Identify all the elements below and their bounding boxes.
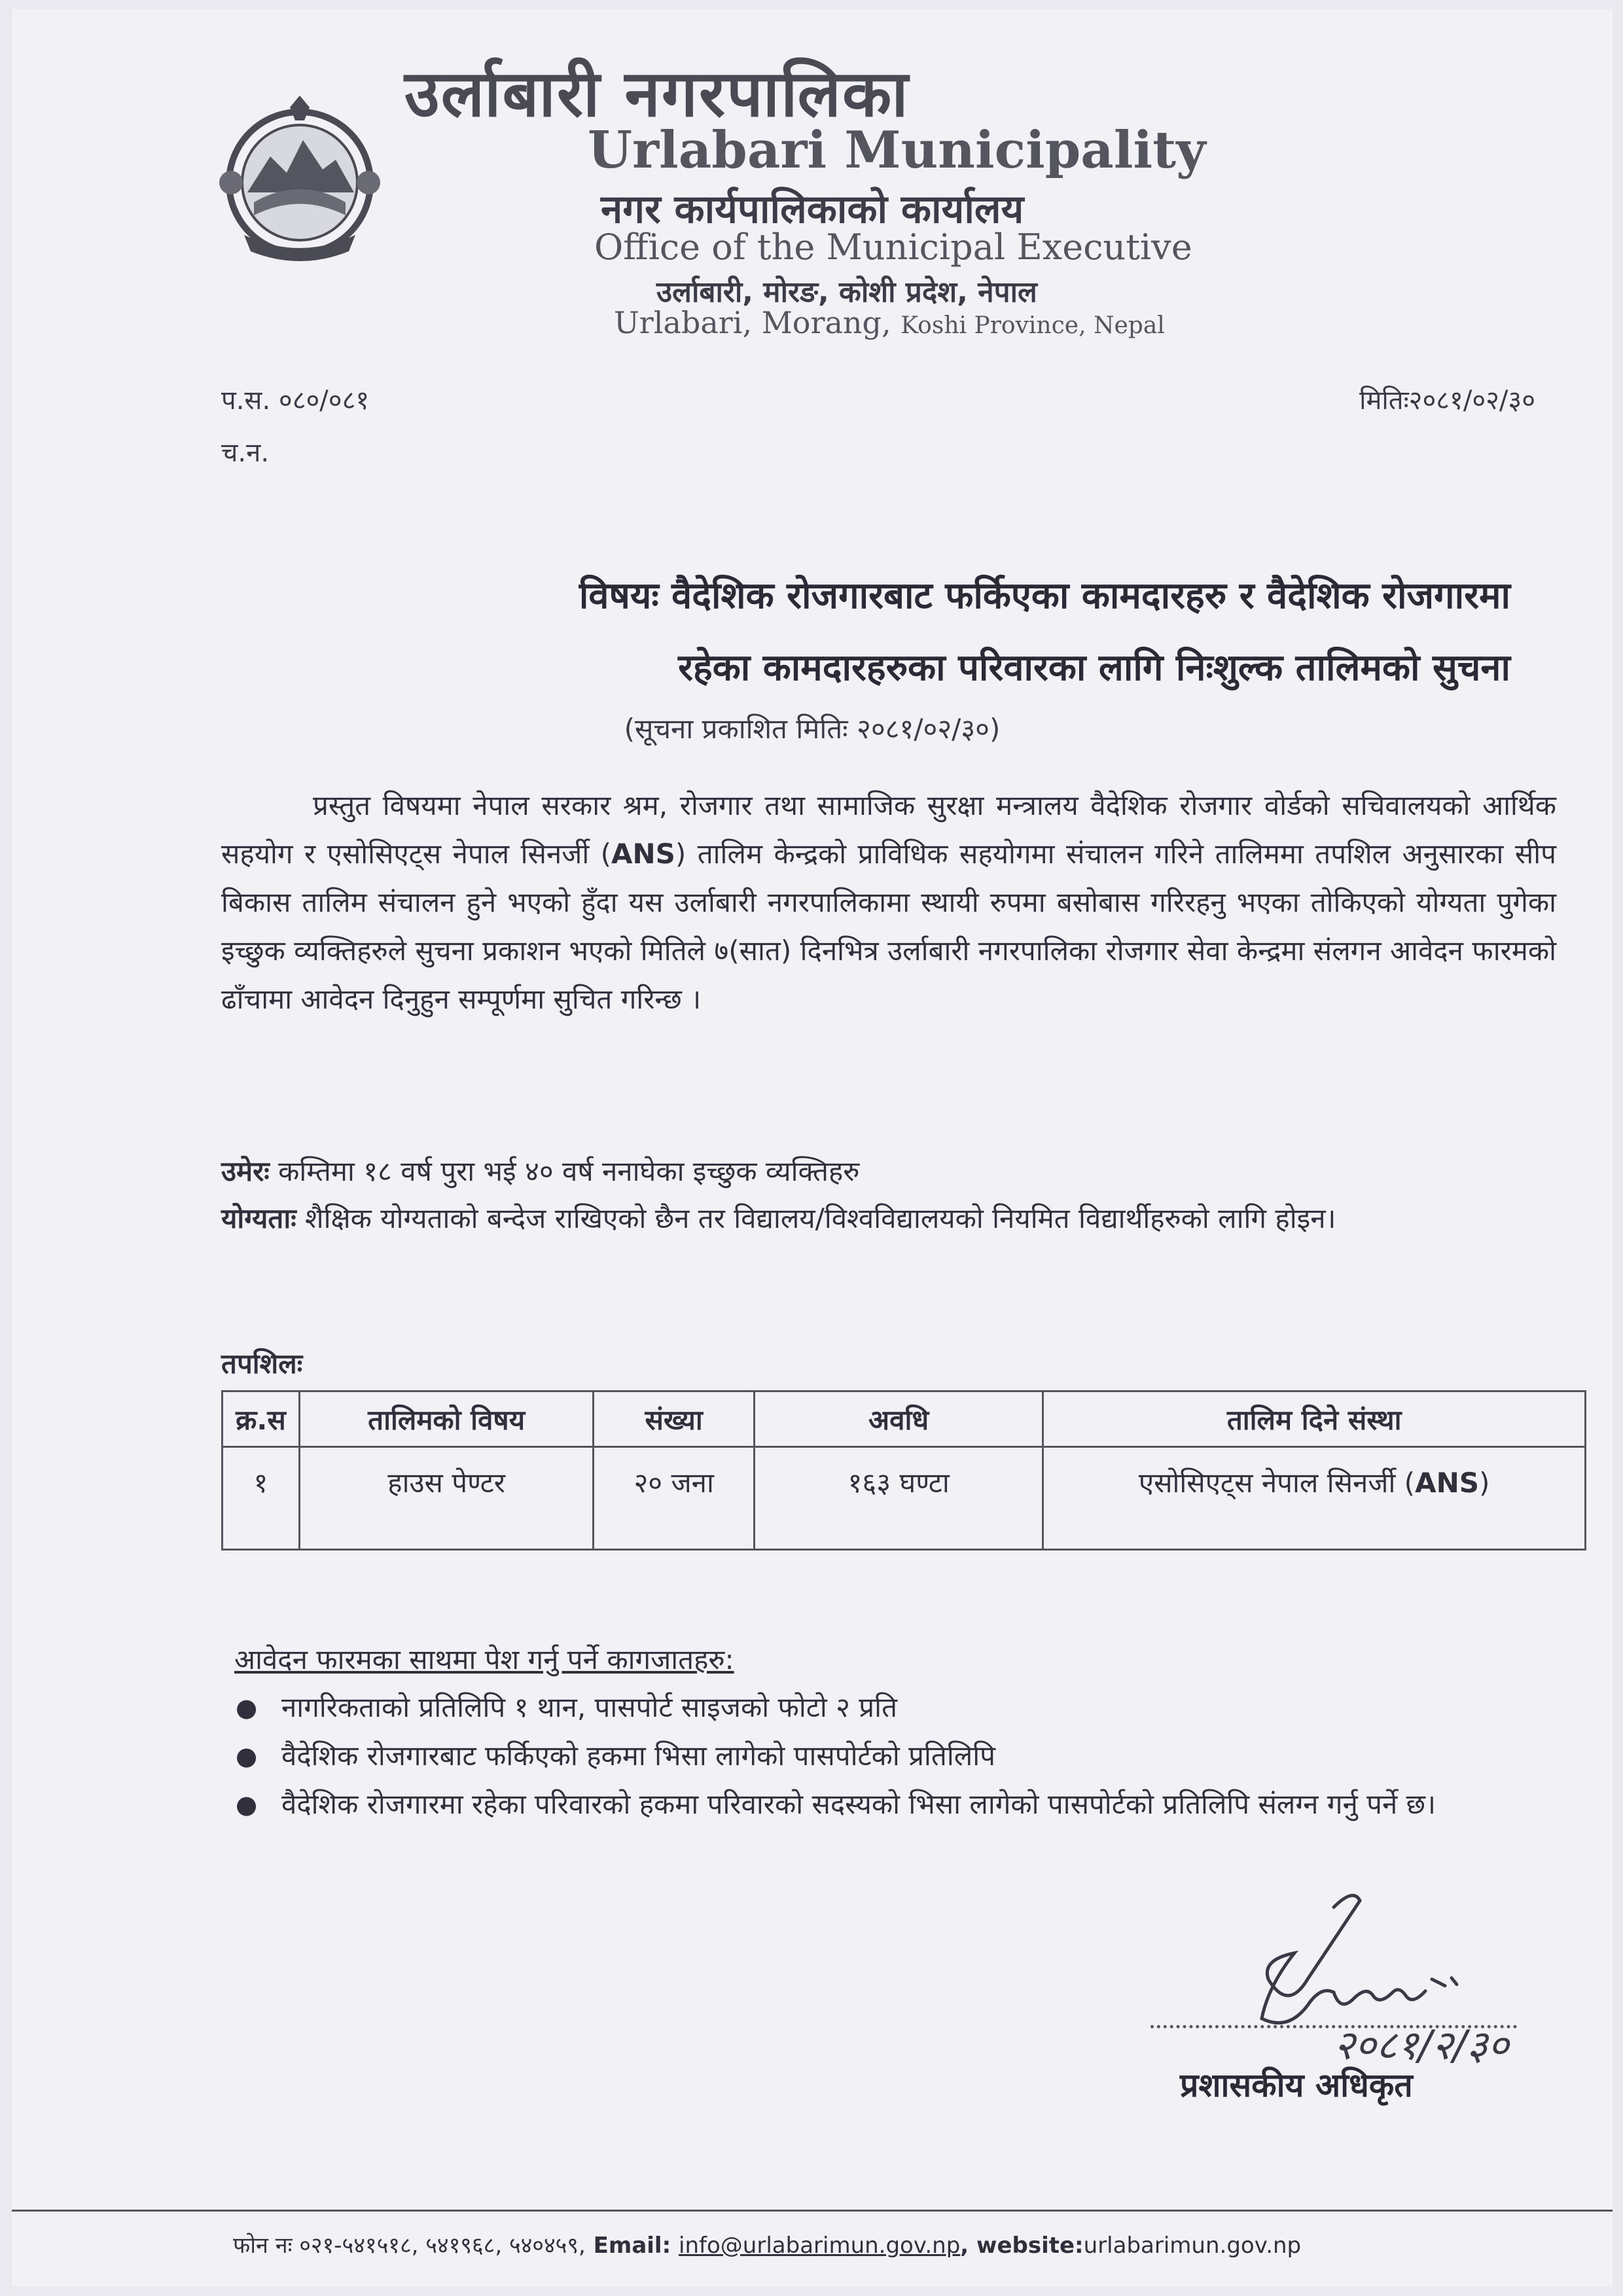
- subject-line-2: रहेका कामदारहरुका परिवारका लागि निःशुल्क तालिमको सुचना: [678, 647, 1510, 689]
- provider-name: एसोसिएट्स नेपाल सिनर्जी (: [1138, 1467, 1416, 1499]
- documents-list: [228, 1683, 1576, 1829]
- reference-number: प.स. ०८०/०८१: [221, 386, 370, 416]
- footer-website-label: , website:: [960, 2233, 1084, 2259]
- list-item: [228, 1780, 1576, 1829]
- cell-training-provider: [1043, 1447, 1586, 1550]
- provider-close: ): [1478, 1467, 1490, 1499]
- body-paragraph: [221, 781, 1556, 1024]
- letter-date: मितिः२०८१/०२/३०: [1359, 386, 1535, 416]
- signatory-title: प्रशासकीय अधिकृत: [1180, 2066, 1413, 2104]
- footer-email-label: Email:: [585, 2233, 679, 2259]
- subject-line-1: विषयः वैदेशिक रोजगारबाट फर्किएका कामदारहरु र वैदेशिक रोजगारमा: [579, 575, 1510, 617]
- cell-serial: १: [223, 1447, 300, 1550]
- address-english: [614, 305, 1165, 340]
- body-text-part-1: प्रस्तुत विषयमा नेपाल सरकार श्रम, रोजगार तथा सामाजिक सुरक्षा मन्त्रालय वैदेशिक रोजगार वोर्डको सचिवालयको आर्थिक सहयोग र एसोसिएट्स नेपाल सिनर्जी (: [221, 789, 1556, 870]
- header-serial: क्र.स: [223, 1391, 300, 1447]
- provider-abbrev: ANS: [1415, 1467, 1479, 1499]
- address-english-province: Koshi Province, Nepal: [901, 312, 1165, 339]
- list-item-text: वैदेशिक रोजगारबाट फर्किएको हकमा भिसा लागेको पासपोर्टको प्रतिलिपि: [281, 1740, 995, 1772]
- footer-email-link[interactable]: info@urlabarimun.gov.np: [679, 2233, 961, 2259]
- table-row: [223, 1447, 1586, 1550]
- list-item-text: नागरिकताको प्रतिलिपि १ थान, पासपोर्ट साइजको फोटो २ प्रति: [281, 1691, 898, 1723]
- age-text: कम्तिमा १८ वर्ष पुरा भई ४० वर्ष ननाघेका इच्छुक व्यक्तिहरु: [269, 1155, 860, 1187]
- list-item-text: वैदेशिक रोजगारमा रहेका परिवारको हकमा परिवारको सदस्यको भिसा लागेको पासपोर्टको प्रतिलिपि संलग्न गर्नु पर्ने छ।: [281, 1788, 1436, 1820]
- table-header-row: [223, 1391, 1586, 1447]
- address-nepali: उर्लाबारी, मोरङ, कोशी प्रदेश, नेपाल: [656, 276, 1037, 309]
- bullet-icon: ●: [236, 1693, 258, 1722]
- cell-count: २० जना: [594, 1447, 755, 1550]
- header-training-provider: तालिम दिने संस्था: [1043, 1391, 1586, 1447]
- municipality-name-english: Urlabari Municipality: [588, 120, 1206, 180]
- cell-duration: १६३ घण्टा: [754, 1447, 1043, 1550]
- office-name-english: Office of the Municipal Executive: [594, 226, 1192, 268]
- bullet-icon: ●: [236, 1742, 258, 1770]
- signature-date: २०८१/२/३०: [1334, 2021, 1509, 2069]
- office-name-nepali: नगर कार्यपालिकाको कार्यालय: [601, 187, 1024, 232]
- body-text-part-2: ) तालिम केन्द्रको प्राविधिक सहयोगमा संचालन गरिने तालिममा तपशिल अनुसारका सीप बिकास तालिम संचालन हुने भएको हुँदा यस उर्लाबारी नगरपालिकामा स्थायी रुपमा बसोबास गरिरहनु भएका तोकिएको योग्यता पुगेका इच्छुक व्यक्तिहरुले सुचना प्रकाशन भएको मितिले ७(सात) दिनभित्र उर्लाबारी नगरपालिका रोजगार सेवा केन्द्रमा संलगन आवेदन फारमको ढाँचामा आवेदन दिनुहुन सम्पूर्णमा सुचित गरिन्छ ।: [221, 838, 1556, 1015]
- age-label: उमेरः: [221, 1155, 270, 1187]
- address-english-main: Urlabari, Morang,: [614, 305, 891, 340]
- schedule-title: तपशिलः: [221, 1348, 303, 1380]
- nepal-emblem-icon: [211, 94, 388, 268]
- document-page: [12, 9, 1613, 2287]
- qualification-text: शैक्षिक योग्यताको बन्देज राखिएको छैन तर विद्यालय/विश्वविद्यालयको नियमित विद्यार्थीहरुको लागि होइन।: [296, 1202, 1336, 1234]
- signature-line: [1150, 2025, 1517, 2028]
- signature-icon: [1137, 1881, 1543, 2077]
- list-item: [228, 1732, 1576, 1780]
- subject: [274, 560, 1510, 704]
- age-criteria: [221, 1148, 1556, 1195]
- qualification-criteria: [221, 1195, 1556, 1242]
- published-date: (सूचना प्रकाशित मितिः २०८१/०२/३०): [624, 713, 1001, 745]
- schedule-table: [221, 1390, 1586, 1551]
- footer-website[interactable]: urlabarimun.gov.np: [1083, 2233, 1302, 2259]
- header-training-subject: तालिमको विषय: [299, 1391, 593, 1447]
- header-duration: अवधि: [754, 1391, 1043, 1447]
- footer-divider: [12, 2210, 1613, 2212]
- footer-phone: फोन नः ०२१-५४१५१८, ५४१९६८, ५४०४५९,: [233, 2233, 586, 2259]
- bullet-icon: ●: [236, 1790, 258, 1819]
- municipality-name-nepali: उर्लाबारी नगरपालिका: [404, 57, 910, 132]
- dispatch-number: च.न.: [221, 438, 270, 468]
- documents-title: आवेदन फारमका साथमा पेश गर्नु पर्ने कागजातहरु:: [234, 1643, 734, 1676]
- footer: [233, 2229, 1301, 2259]
- cell-training-subject: हाउस पेण्टर: [299, 1447, 593, 1550]
- body-text-ans: ANS: [611, 838, 675, 870]
- qualification-label: योग्यताः: [221, 1202, 296, 1234]
- header-count: संख्या: [594, 1391, 755, 1447]
- list-item: [228, 1683, 1576, 1732]
